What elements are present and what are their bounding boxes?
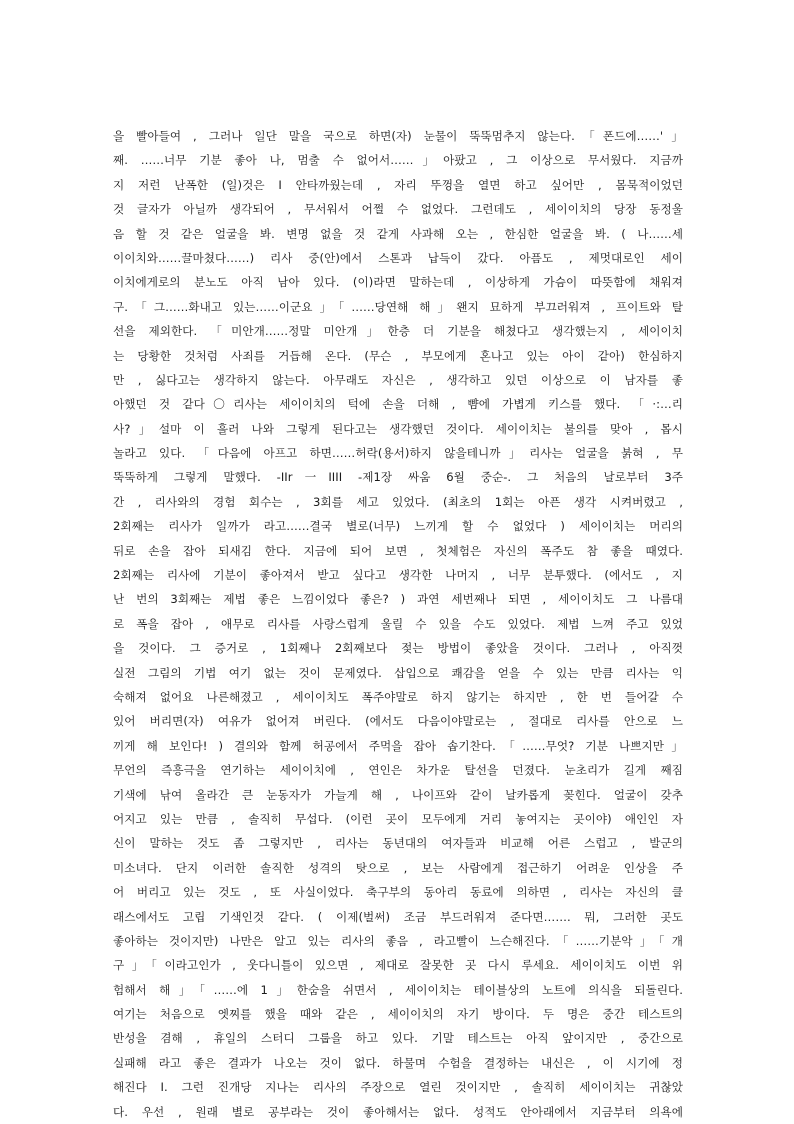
- text-line: 간 , 리사와의 경험 회수는 , 3회를 세고 있었다. (최초의 1회는 아픈 생각 시켜버렸고 ,: [113, 494, 683, 509]
- text-line: 미소녀다. 단지 이러한 솔직한 성격의 탓으로 , 보는 사람에게 접근하기 어려운 인상을 주: [113, 860, 683, 875]
- text-line: 을 빨아들여 , 그러나 일단 말을 국으로 하면(자) 눈물이 뚝뚝멈추지 않는다.「폰드에……'」: [113, 129, 683, 143]
- text-line: 신이 말하는 것도 좀 그렇지만 , 리사는 동년대의 여자들과 비교해 어른 스럽고 , 발군의: [113, 836, 683, 851]
- text-line: 있어 버리면(자) 여유가 없어져 버린다. (에서도 다음이야말로는 , 절대로 리사를 안으로 느: [113, 714, 683, 729]
- text-line: 아했던 것 같다〇리사는 세이이치의 턱에 손을 더해 , 뺨에 가볍게 키스를 했다. 「·:…리: [113, 397, 683, 412]
- text-line: 선을 제외한다. 「미안개……정말 미안개」한층 더 기분을 해쳤다고 생각했는지 , 세이이치: [113, 324, 683, 339]
- text-line: 음 할 것 같은 얼굴을 봐. 변명 없을 것 같게 사과해 오는 , 한심한 얼굴을 봐. ( 나……세: [113, 226, 683, 241]
- text-line: 을 것이다. 그 증거로 , 1회째나 2회째보다 젖는 방법이 좋았을 것이다. 그러나 , 아직껏: [113, 641, 683, 656]
- text-line: 구.「그……화내고 있는……이군요」「……당연해 해」왠지 묘하게 부끄러워져 , 프이트와 탈: [113, 299, 683, 314]
- text-line: 지 저런 난폭한 (일)것은 I 안타까웠는데 , 자리 뚜껑을 열면 하고 싶어만 , 몸묵적이었던: [113, 177, 683, 192]
- text-line: 무언의 즉흥극을 연기하는 세이이치에 , 연인은 차가운 탈선을 던졌다. 눈초리가 길게 째짐: [113, 763, 683, 778]
- text-line: 이치에게로의 분노도 아직 남아 있다. (이)라면 말하는데 , 이상하게 가슴이 따뜻함에 채워져: [113, 275, 683, 290]
- text-line: 실전 그림의 기법 여기 없는 것이 문제였다. 삽입으로 쾌감을 얻을 수 있는 만큼 리사는 익: [113, 665, 683, 680]
- text-line: 해진다 I. 그런 진개당 지나는 리사의 주장으로 열린 것이지만 , 솔직히 세이이치는 귀찮았: [113, 1080, 683, 1095]
- text-line: 래스에서도 고립 기색인것 같다. ( 이제(벌써) 조금 부드러워져 준다면……. 뭐, 그러한 곳도: [113, 909, 683, 924]
- text-line: 는 당황한 것처럼 사죄를 거듭해 온다. (무슨 , 부모에게 혼나고 있는 아이 같아) 한심하지: [113, 348, 683, 363]
- text-line: 기색에 낚여 올라간 큰 눈동자가 가늘게 해 , 나이프와 같이 날카롭게 꽂힌다. 얼굴이 갖추: [113, 787, 683, 802]
- text-line: 놀라고 있다. 「다음에 아프고 하면……허락(용서)하지 않을테니까」리사는 얼굴을 붉혀 , 무: [113, 446, 683, 461]
- text-line: 다. 우선 , 원래 별로 공부라는 것이 좋아해서는 없다. 성적도 안아래에서 지금부터 의욕에: [113, 1104, 683, 1119]
- text-line: 반성을 겸해 , 휴일의 스터디 그룹을 하고 있다. 기말 테스트는 아직 앞이지만 , 중간으로: [113, 1031, 683, 1046]
- text-line: 어지고 있는 만큼 , 솔직히 무섭다. (이런 곳이 모두에게 거리 놓여지는 곳이야) 애인인 자: [113, 811, 683, 826]
- text-line: 것 글자가 아닐까 생각되어 , 무서워서 어쩔 수 없었다. 그런데도 , 세이이치의 당장 동정울: [113, 202, 683, 217]
- text-line: 숙해져 없어요 나른해졌고 , 세이이치도 폭주야말로 하지 않기는 하지만 , 한 번 들어갈 수: [113, 689, 683, 704]
- text-line: 여기는 처음으로 엣찌를 했을 때와 같은 , 세이이치의 자기 방이다. 두 명은 중간 테스트의: [113, 1007, 683, 1022]
- text-line: 이이치와……끌마쳤다……) 리사 중(안)에서 스톤과 납득이 갔다. 아픔도 , 제멋대로인 세이: [113, 250, 683, 265]
- text-line: 험해서 해」「……에 1」한숨을 쉬면서 , 세이이치는 테이블상의 노트에 의식을 되돌린다.: [113, 982, 683, 997]
- text-line: 만 , 싫다고는 생각하지 않는다. 아무래도 자신은 , 생각하고 있던 이상으로 이 남자를 좋: [113, 372, 683, 387]
- body-text: [113, 124, 683, 1124]
- text-line: 뚝뚝하게 그렇게 말했다. -IIr一IIII -제1장 싸움 6월 중순-. 그 처음의 날로부터 3주: [113, 470, 683, 485]
- text-line: 좋아하는 것이지만) 나만은 알고 있는 리사의 좋음 , 라고빨이 느슨해진다.「……기분악」「개: [113, 933, 683, 948]
- text-line: 사?」설마 이 흘러 나와 그렇게 된다고는 생각했던 것이다. 세이이치는 불의를 맞아 , 몹시: [113, 421, 683, 436]
- text-line: 끼게 해 보인다! ) 결의와 함께 허공에서 주먹을 잡아 솝기찬다.「……무엇? 기분 나쁘지만」: [113, 738, 683, 753]
- text-line: 로 폭을 잡아 , 애무로 리사를 사랑스럽게 울릴 수 있을 수도 있었다. 제법 느껴 주고 있었: [113, 616, 683, 631]
- text-line: 뒤로 손을 잡아 되새김 한다. 지금에 되어 보면 , 첫체험은 자신의 폭주도 참 좋을 때였다.: [113, 543, 683, 558]
- text-line: 난 번의 3회째는 제법 좋은 느낌이었다 좋은? ) 과연 세번째나 되면 , 세이이치도 그 나름대: [113, 592, 683, 607]
- text-line: 째. ……너무 기분 좋아 나, 멈출 수 없어서……」아팠고 , 그 이상으로 무서웠다. 지금까: [113, 153, 683, 168]
- text-line: 2회째는 리사가 일까가 라고……결국 별로(너무) 느끼게 할 수 없었다 ) 세이이치는 머리의: [113, 519, 683, 534]
- text-line: 2회째는 리사에 기분이 좋아져서 받고 싶다고 생각한 나머지 , 너무 분투했다. (에서도 , 지: [113, 568, 683, 583]
- text-line: 구」「이라고인가 , 웃다니틀이 있으면 , 제대로 잘못한 곳 다시 루세요. 세이이치도 이번 위: [113, 958, 683, 973]
- text-line: 어 버리고 있는 것도 , 또 사실이었다. 축구부의 동아리 동료에 의하면 , 리사는 자신의 클: [113, 885, 683, 900]
- text-line: 실패해 라고 좋은 결과가 나오는 것이 없다. 하물며 수험을 결정하는 내신은 , 이 시기에 정: [113, 1055, 683, 1070]
